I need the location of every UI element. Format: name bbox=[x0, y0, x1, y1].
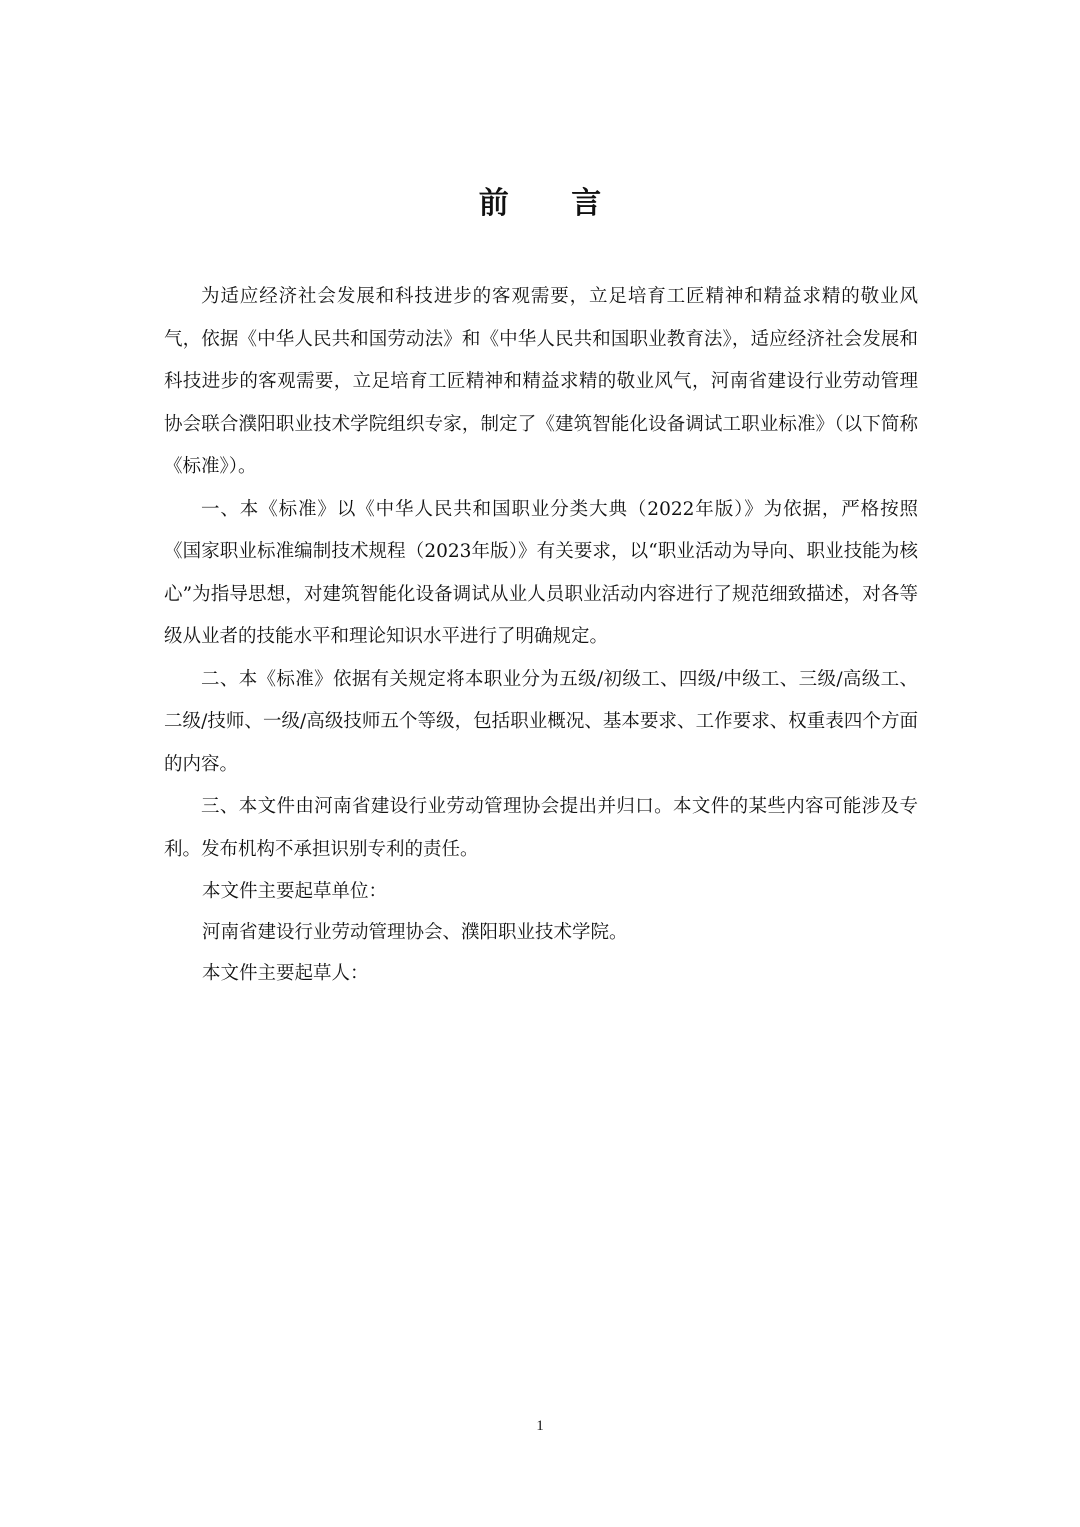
page-title: 前 言 bbox=[478, 186, 628, 221]
paragraph-item-3: 三、本文件由河南省建设行业劳动管理协会提出并归口。本文件的某些内容可能涉及专利。发布机构不承担识别专利的责任。 bbox=[164, 796, 918, 860]
paragraph-intro: 为适应经济社会发展和科技进步的客观需要，立足培育工匠精神和精益求精的敬业风气，依据《中华人民共和国劳动法》和《中华人民共和国职业教育法》，适应经济社会发展和科技进步的客观需要，立足培育工匠精神和精益求精的敬业风气，河南省建设行业劳动管理协会联合濮阳职业技术学院组织专家，制定了《建筑智能化设备调试工职业标准》（以下简称《标准》）。 bbox=[164, 286, 918, 477]
paragraph-item-2: 二、本《标准》依据有关规定将本职业分为五级/初级工、四级/中级工、三级/高级工、二级/技师、一级/高级技师五个等级，包括职业概况、基本要求、工作要求、权重表四个方面的内容。 bbox=[164, 668, 918, 775]
paragraph-item-1: 一、本《标准》以《中华人民共和国职业分类大典（2022年版）》为依据，严格按照《国家职业标准编制技术规程（2023年版）》有关要求，以“职业活动为导向、职业技能为核心”为指导思想，对建筑智能化设备调试从业人员职业活动内容进行了规范细致描述，对各等级从业者的技能水平和理论知识水平进行了明确规定。 bbox=[164, 498, 918, 647]
drafters-label: 本文件主要起草人： bbox=[202, 963, 369, 984]
drafting-unit-value: 河南省建设行业劳动管理协会、濮阳职业技术学院。 bbox=[202, 922, 628, 943]
drafting-unit-label: 本文件主要起草单位： bbox=[202, 881, 388, 902]
document-body bbox=[164, 276, 918, 994]
page-number: 1 bbox=[536, 1418, 544, 1434]
